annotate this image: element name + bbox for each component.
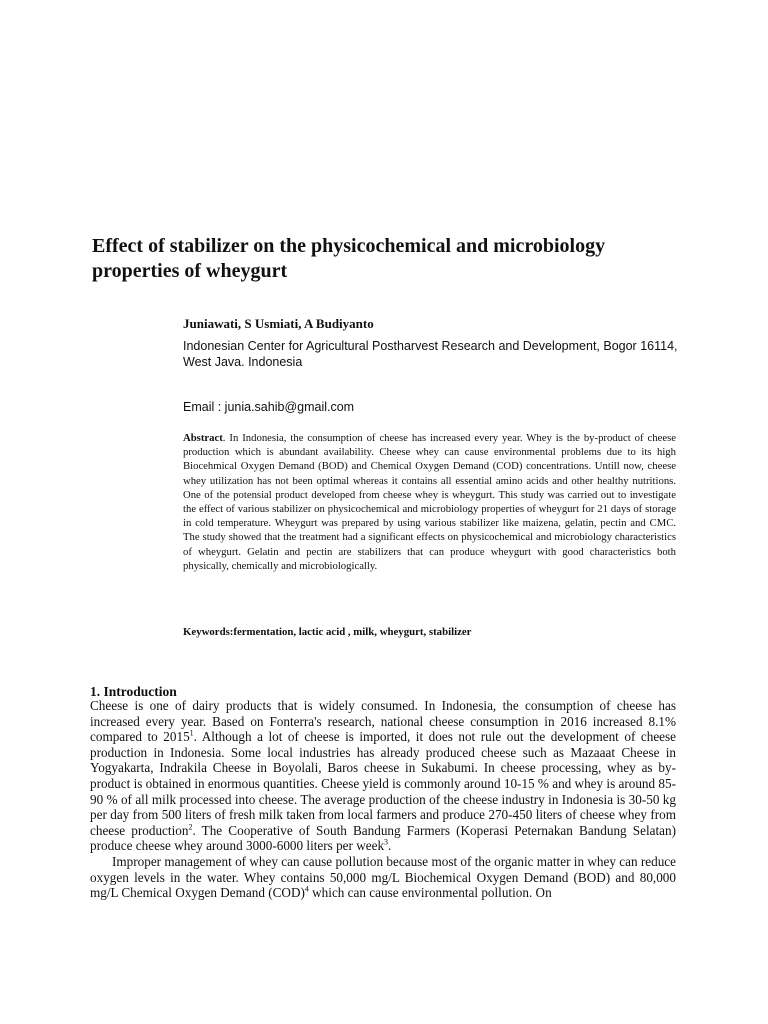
- abstract: [183, 431, 676, 573]
- paragraph-2: [90, 854, 676, 901]
- section-heading-introduction: 1. Introduction: [90, 684, 177, 699]
- email-line: Email : junia.sahib@gmail.com: [183, 400, 355, 414]
- author-list: Juniawati, S Usmiati, A Budiyanto: [183, 316, 374, 331]
- affiliation: Indonesian Center for Agricultural Postharvest Research and Development, Bogor 16114, West Java. Indonesia: [183, 339, 678, 369]
- citation-1: 1: [189, 728, 194, 738]
- abstract-text: . In Indonesia, the consumption of cheese has increased every year. Whey is the by-product of cheese production which is abundant availability. Cheese whey can cause environmental problems due to its high Biocehmical Oxygen Demand (BOD) and Chemical Oxygen Demand (COD) concentrations. Untill now, cheese whey utilization has not been optimal whereas it contains all essential amino acids and other healthy nutritions. One of the potensial product developed from cheese whey is wheygurt. This study was carried out to investigate the effect of various stabilizer on physicochemical and microbiology properties of wheygurt for 21 days of storage in cold temperature. Wheygurt was prepared by using various stabilizer like maizena, gelatin, pectin and CMC. The study showed that the treatment had a significant effects on physicochemical and microbiology characteristics of wheygurt. Gelatin and pectin are stabilizers that can produce wheygurt with good characteristics both physically, chemically and microbiologically.: [183, 432, 676, 572]
- citation-3: 3: [384, 837, 389, 847]
- paragraph-text: . Although a lot of cheese is imported, it does not rule out the development of cheese production in Indonesia. Some local industries has already produced cheese such as Mazaaat Cheese in Yogyakarta, Indrakila Cheese in Boyolali, Baros cheese in Sukabumi. In cheese processing, whey as by-product is obtained in enormous quantities. Cheese yield is commonly around 10-15 % and whey is around 85-90 % of all milk processed into cheese. The average production of the cheese industry in Indonesia is 30-50 kg per day from 500 liters of fresh milk taken from local farmers and produce 270-450 liters of cheese whey from cheese production: [90, 729, 677, 838]
- paragraph-text: Cheese is one of dairy products that is widely consumed. In Indonesia, the consumption of cheese has increased every year. Based on Fonterra's research, national cheese consumption in 2016 increased 8.1% compared to 2015: [90, 698, 676, 745]
- citation-2: 2: [188, 822, 193, 832]
- abstract-label: Abstract: [183, 432, 223, 444]
- paragraph-text: Improper management of whey can cause pollution because most of the organic matter in whey can reduce oxygen levels in the water. Whey contains 50,000 mg/L Biochemical Oxygen Demand (BOD) and 80,000 mg/L Chemical Oxygen Demand (COD): [90, 853, 676, 901]
- introduction-body: [90, 698, 676, 901]
- paragraph-text: which can cause environmental pollution. On: [308, 885, 552, 901]
- paragraph-text: . The Cooperative of South Bandung Farmers (Koperasi Peternakan Bandung Selatan) produce cheese whey around 3000-6000 liters per week: [90, 822, 676, 854]
- paper-title: Effect of stabilizer on the physicochemical and microbiology properties of wheygurt: [92, 235, 606, 282]
- paragraph-1: [90, 698, 676, 854]
- paragraph-text: .: [388, 838, 392, 854]
- citation-4: 4: [304, 884, 309, 894]
- keywords: Keywords:fermentation, lactic acid , milk, wheygurt, stabilizer: [183, 626, 472, 638]
